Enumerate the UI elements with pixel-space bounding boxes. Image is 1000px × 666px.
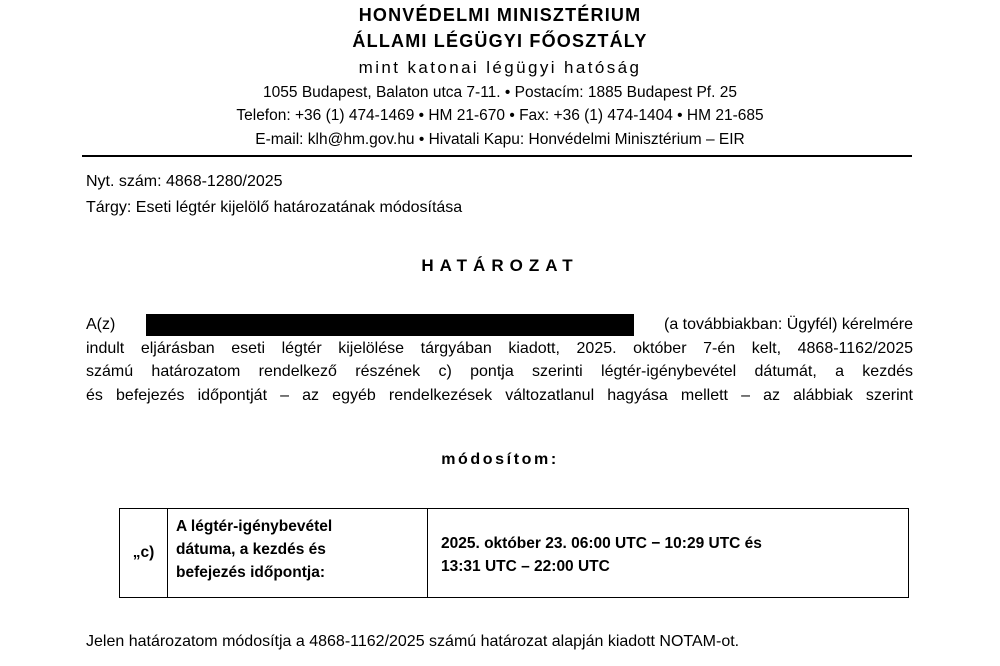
subject-line: Tárgy: Eseti légtér kijelölő határozatának módosítása [86, 199, 463, 216]
paragraph-line-2: indult eljárásban eseti légtér kijelölése tárgyában kiadott, 2025. október 7-én kelt, 4868-1162/2025 [86, 339, 913, 357]
paragraph-line-1 [86, 313, 913, 337]
paragraph-line-3: számú határozatom rendelkező részének c) pontja szerinti légtér-igénybevétel dátumát, a kezdés [86, 363, 913, 380]
label-line: befejezés időpontja: [176, 564, 325, 581]
phone-fax-line: Telefon: +36 (1) 474-1469 • HM 21-670 • Fax: +36 (1) 474-1404 • HM 21-685 [236, 107, 764, 124]
reference-number: Nyt. szám: 4868-1280/2025 [86, 173, 283, 190]
table-label-cell [168, 509, 428, 597]
table-value-cell [429, 509, 908, 597]
amend-title: módosítom: [441, 451, 559, 468]
decision-title: HATÁROZAT [421, 256, 579, 275]
label-line: A légtér-igénybevétel [176, 518, 333, 535]
redacted-client-name [146, 314, 634, 336]
paragraph-suffix: (a továbbiakban: Ügyfél) kérelmére [663, 316, 913, 333]
value-line: 13:31 UTC – 22:00 UTC [441, 557, 610, 575]
closing-statement: Jelen határozatom módosítja a 4868-1162/2025 számú határozat alapján kiadott NOTAM-ot. [86, 633, 740, 650]
table-point-cell [120, 509, 168, 597]
decision-paragraph [86, 313, 913, 407]
paragraph-line-4: és befejezés időpontját – az egyéb rendelkezések változatlanul hagyása mellett – az alábbiak szerint [86, 386, 913, 404]
amendment-table [119, 508, 909, 598]
paragraph-prefix: A(z) [86, 316, 116, 333]
point-label: „c) [132, 544, 155, 561]
label-line: dátuma, a kezdés és [176, 541, 326, 558]
header-divider [82, 155, 912, 157]
email-line: E-mail: klh@hm.gov.hu • Hivatali Kapu: Honvédelmi Minisztérium – EIR [255, 131, 745, 148]
value-line: 2025. október 23. 06:00 UTC − 10:29 UTC és [441, 534, 762, 552]
ministry-name: HONVÉDELMI MINISZTÉRIUM [358, 5, 642, 25]
authority-role: mint katonai légügyi hatóság [358, 58, 642, 77]
department-name: ÁLLAMI LÉGÜGYI FŐOSZTÁLY [352, 31, 648, 51]
postal-address: 1055 Budapest, Balaton utca 7-11. • Postacím: 1885 Budapest Pf. 25 [263, 84, 737, 101]
